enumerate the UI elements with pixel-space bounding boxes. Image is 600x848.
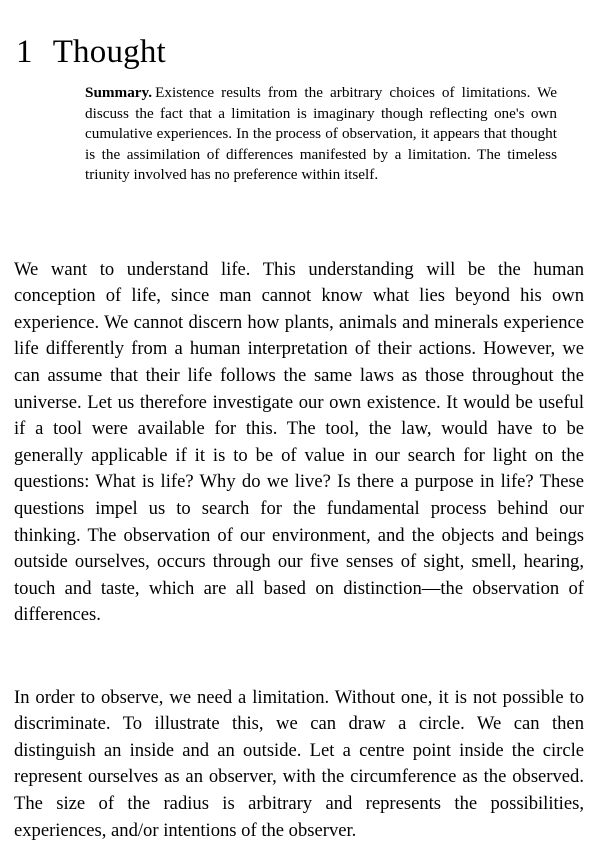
body-paragraph: We want to understand life. This understanding will be the human conception of life, since man cannot know what lies beyond his own experience. We cannot discern how plants, animals and minerals experience life differently from a human interpretation of their actions. However, we can assume that their life follows the same laws as those throughout the universe. Let us therefore investigate our own existence. It would be useful if a tool were available for this. The tool, the law, would have to be generally applicable if it is to be of value in our search for light on the questions: What is life? Why do we live? Is there a purpose in life? These questions impel us to search for the fundamental process behind our thinking. The observation of our environment, and the objects and beings outside ourselves, occurs through our five senses of sight, smell, hearing, touch and taste, which are all based on distinction—the observation of differences. [14,258,584,626]
chapter-number: 1 [16,34,33,71]
summary-block [85,83,557,186]
summary-label: Summary. [85,84,153,101]
chapter-title: Thought [52,34,166,71]
summary-text: Existence results from the arbitrary choices of limitations. We discuss the fact that a limitation is imaginary though reflecting one's own cumulative experiences. In the process of observation, it appears that thought is the assimilation of differences manifested by a limitation. The timeless triunity involved has no preference within itself. [85,84,557,184]
page-title [16,30,166,74]
body-paragraph: In order to observe, we need a limitation. Without one, it is not possible to discriminate. To illustrate this, we can draw a circle. We can then distinguish an inside and an outside. Let a centre point inside the circle represent ourselves as an observer, with the circumference as the observed. The size of the radius is arbitrary and represents the possibilities, experiences, and/or intentions of the observer. [14,686,584,841]
